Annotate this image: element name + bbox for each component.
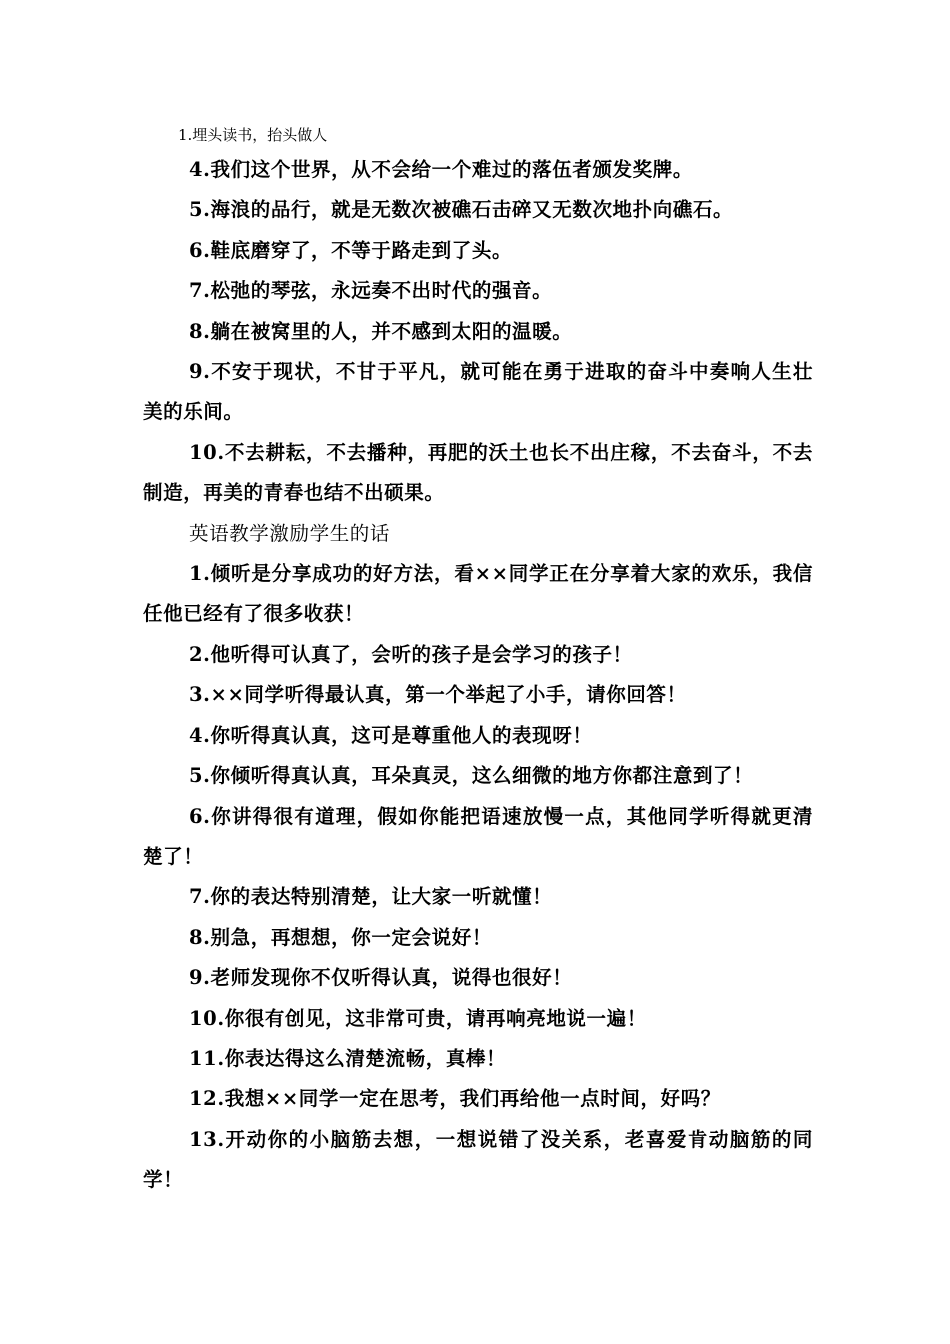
paragraph: 2.他听得可认真了，会听的孩子是会学习的孩子！ <box>189 642 633 666</box>
paragraph: 10.你很有创见，这非常可贵，请再响亮地说一遍！ <box>189 1006 647 1030</box>
paragraph: 4.你听得真认真，这可是尊重他人的表现呀！ <box>189 723 593 747</box>
paragraph: 5.海浪的品行，就是无数次被礁石击碎又无数次地扑向礁石。 <box>189 198 734 222</box>
paragraph: 13.开动你的小脑筋去想，一想说错了没关系，老喜爱肯动脑筋的同学！ <box>143 1127 813 1192</box>
paragraph: 12.我想××同学一定在思考，我们再给他一点时间，好吗？ <box>189 1087 721 1111</box>
paragraph: 7.松弛的琴弦，永远奏不出时代的强音。 <box>189 279 553 303</box>
paragraph: 7.你的表达特别清楚，让大家一听就懂！ <box>189 885 553 909</box>
paragraph: 6.鞋底磨穿了，不等于路走到了头。 <box>189 238 513 262</box>
paragraph: 5.你倾听得真认真，耳朵真灵，这么细微的地方你都注意到了！ <box>189 764 754 788</box>
paragraph: 4.我们这个世界，从不会给一个难过的落伍者颁发奖牌。 <box>189 158 693 181</box>
document-body <box>143 150 813 1201</box>
paragraph: 11.你表达得这么清楚流畅，真棒！ <box>189 1046 507 1070</box>
paragraph: 3.××同学听得最认真，第一个举起了小手，请你回答！ <box>189 683 687 707</box>
paragraph: 8.别急，再想想，你一定会说好！ <box>189 925 492 949</box>
page-header: 1.埋头读书，抬头做人 <box>178 126 328 144</box>
paragraph: 9.老师发现你不仅听得认真，说得也很好！ <box>189 966 573 990</box>
section-heading: 英语教学激励学生的话 <box>189 521 391 545</box>
paragraph: 6.你讲得很有道理，假如你能把语速放慢一点，其他同学听得就更清楚了！ <box>143 804 813 868</box>
paragraph: 9.不安于现状，不甘于平凡，就可能在勇于进取的奋斗中奏响人生壮美的乐间。 <box>143 360 813 424</box>
paragraph: 10.不去耕耘，不去播种，再肥的沃土也长不出庄稼，不去奋斗，不去制造，再美的青春也结不出硕果。 <box>143 440 813 505</box>
paragraph: 8.躺在被窝里的人，并不感到太阳的温暖。 <box>189 319 573 343</box>
paragraph: 1.倾听是分享成功的好方法，看××同学正在分享着大家的欢乐，我信任他已经有了很多收获！ <box>143 562 813 626</box>
